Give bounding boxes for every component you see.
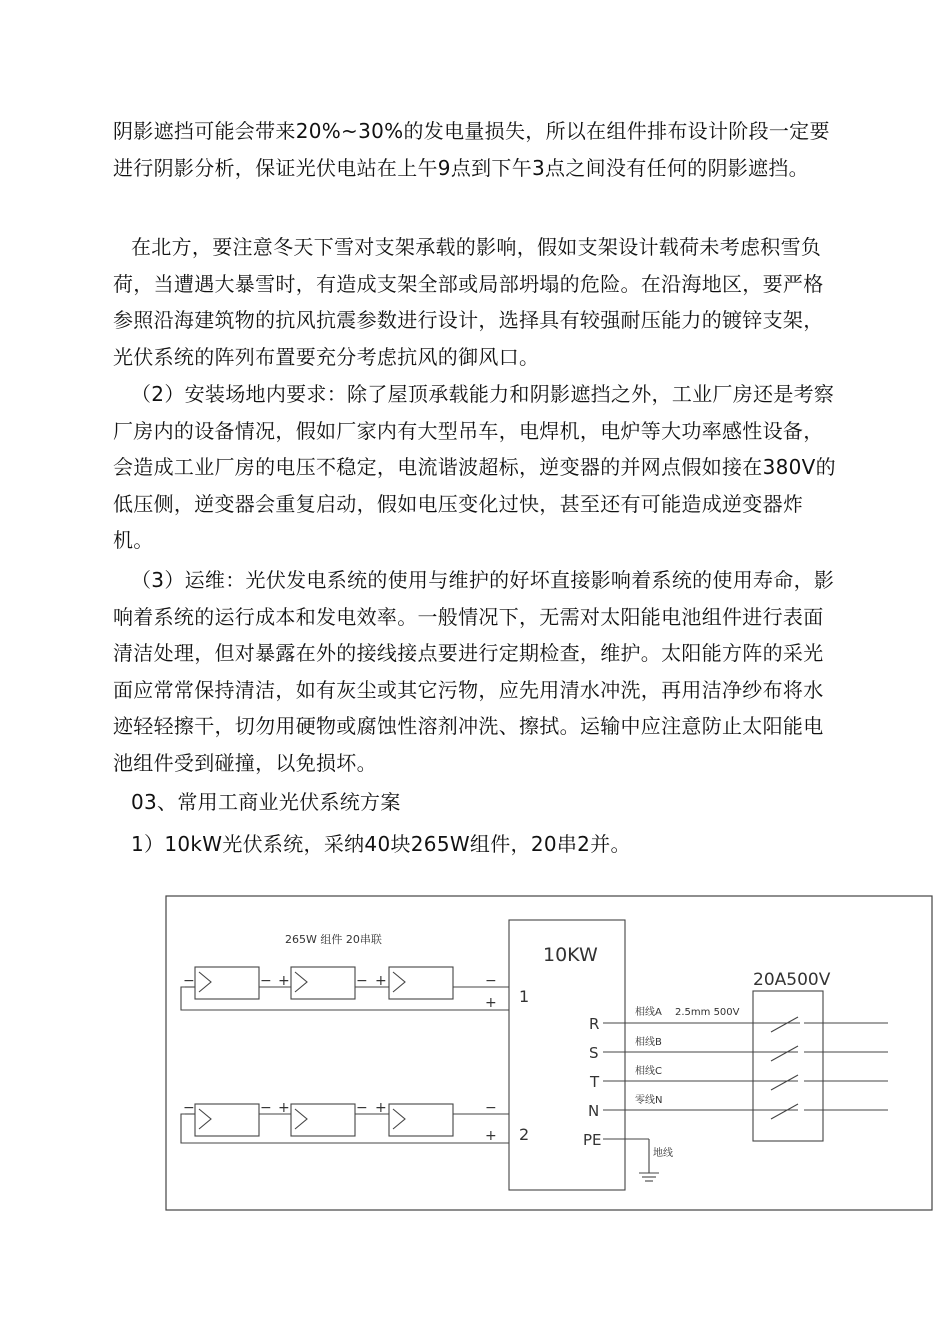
- line-label-b: 相线B: [635, 1037, 662, 1048]
- pv-string-2: [181, 1104, 509, 1143]
- line-label-c: 相线C: [635, 1066, 662, 1077]
- output-r: R: [589, 1015, 600, 1033]
- minus-sign: −: [260, 973, 272, 989]
- section-heading: 03、常用工商业光伏系统方案: [131, 790, 401, 814]
- pv-module: [389, 1104, 453, 1136]
- plus-sign: +: [375, 973, 387, 989]
- output-pe: PE: [583, 1131, 602, 1149]
- paragraph-site-requirements: （2）安装场地内要求：除了屋顶承载能力和阴影遮挡之外，工业厂房还是考察厂房内的设备情况，假如厂家内有大型吊车，电焊机，电炉等大功率感性设备，会造成工业厂房的电压不稳定，电流谐波超标，逆变器的并网点假如接在380V的低压侧，逆变器会重复启动，假如电压变化过快，甚至还有可能造成逆变器炸机。: [113, 382, 836, 552]
- cable-label: 2.5mm 500V: [675, 1007, 740, 1018]
- plus-sign: +: [375, 1100, 387, 1116]
- inverter-input-2: 2: [519, 1125, 530, 1144]
- output-wiring: [603, 1023, 800, 1181]
- output-n: N: [588, 1102, 600, 1120]
- pv-module: [291, 1104, 355, 1136]
- minus-sign: −: [183, 1100, 195, 1116]
- paragraph-maintenance: （3）运维：光伏发电系统的使用与维护的好坏直接影响着系统的使用寿命，影响着系统的运行成本和发电效率。一般情况下，无需对太阳能电池组件进行表面清洁处理，但对暴露在外的接线接点要进行定期检查，维护。太阳能方阵的采光面应常常保持清洁，如有灰尘或其它污物，应先用清水冲洗，再用洁净纱布将水迹轻轻擦干，切勿用硬物或腐蚀性溶剂冲洗、擦拭。运输中应注意防止太阳能电池组件受到碰撞，以免损坏。: [113, 568, 835, 775]
- pv-module: [195, 1104, 259, 1136]
- breaker-switches: [771, 1017, 888, 1119]
- minus-sign: −: [356, 973, 368, 989]
- line-label-n: 零线N: [635, 1095, 663, 1106]
- paragraph-north-coast: 在北方，要注意冬天下雪对支架承载的影响，假如支架设计载荷未考虑积雪负荷，当遭遇大暴雪时，有造成支架全部或局部坍塌的危险。在沿海地区，要严格参照沿海建筑物的抗风抗震参数进行设计，选择具有较强耐压能力的镀锌支架，光伏系统的阵列布置要充分考虑抗风的御风口。: [113, 235, 824, 369]
- plus-sign: +: [278, 973, 290, 989]
- inverter-label: 10KW: [543, 944, 598, 966]
- minus-sign: −: [260, 1100, 272, 1116]
- system-description: 1）10kW光伏系统，采纳40块265W组件，20串2并。: [131, 832, 631, 856]
- pv-module: [195, 967, 259, 999]
- pv-module: [389, 967, 453, 999]
- line-label-a: 相线A: [635, 1007, 662, 1018]
- pv-module: [291, 967, 355, 999]
- output-s: S: [589, 1044, 599, 1062]
- paragraph-shading: 阴影遮挡可能会带来20%~30%的发电量损失，所以在组件排布设计阶段一定要进行阴影分析，保证光伏电站在上午9点到下午3点之间没有任何的阴影遮挡。: [113, 119, 830, 180]
- plus-sign: +: [485, 1128, 497, 1144]
- plus-sign: +: [485, 995, 497, 1011]
- inverter-input-1: 1: [519, 987, 530, 1006]
- string-label: 265W 组件 20串联: [285, 933, 382, 946]
- minus-sign: −: [356, 1100, 368, 1116]
- breaker-box: [753, 991, 823, 1141]
- minus-sign: −: [183, 973, 195, 989]
- pv-string-1: [181, 967, 509, 1010]
- minus-sign: −: [485, 973, 497, 989]
- output-t: T: [590, 1073, 600, 1091]
- breaker-label: 20A500V: [753, 970, 831, 990]
- plus-sign: +: [278, 1100, 290, 1116]
- wiring-diagram: [163, 893, 933, 1213]
- ground-label: 地线: [653, 1148, 673, 1159]
- minus-sign: −: [485, 1100, 497, 1116]
- wiring-diagram-svg: [163, 893, 933, 1213]
